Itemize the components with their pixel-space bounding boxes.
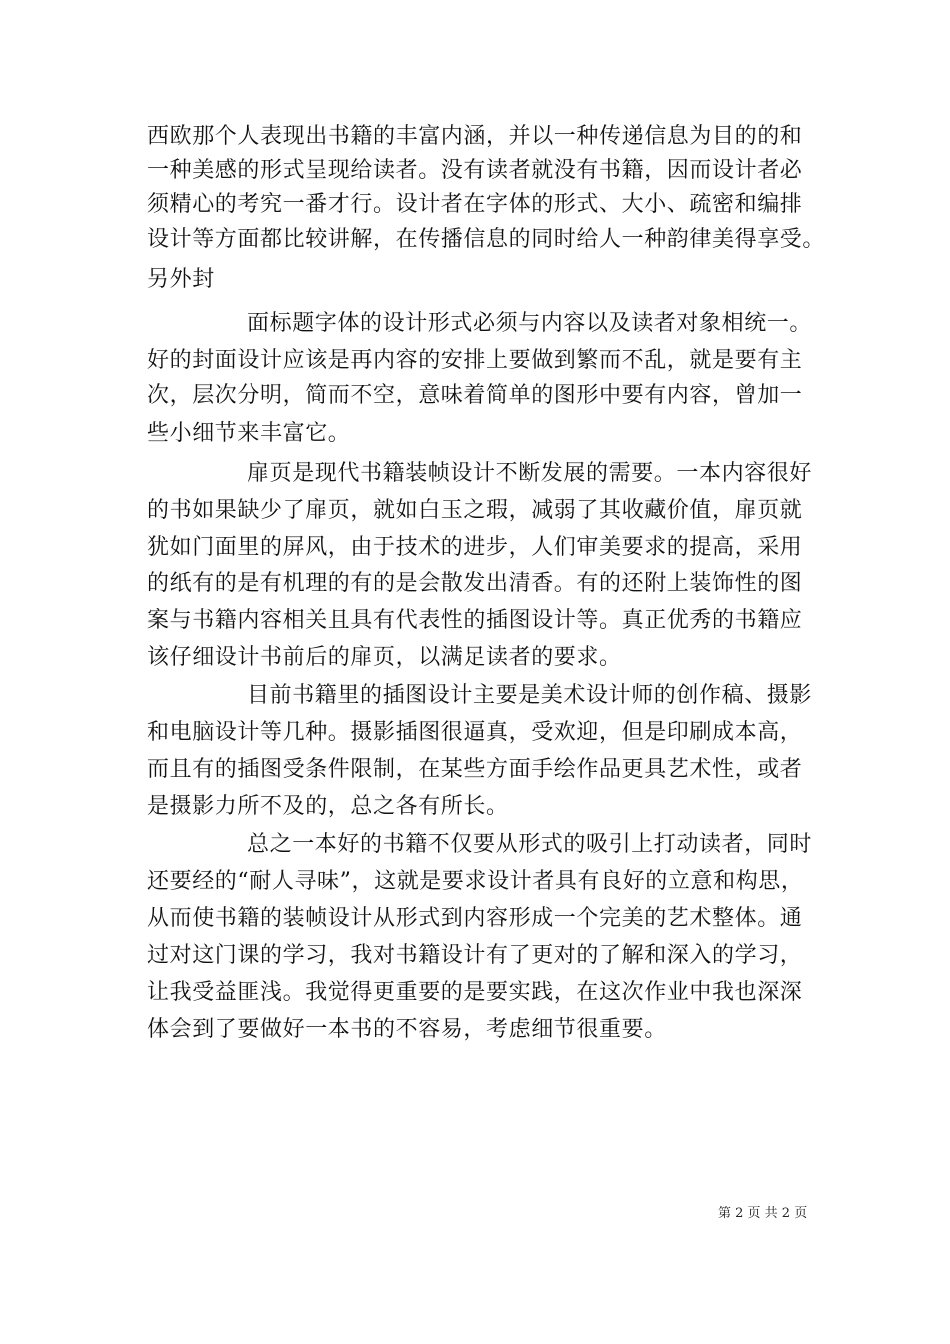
text-line: 另外封: [147, 267, 215, 292]
text-line: 的纸有的是有机理的有的是会散发出清香。有的还附上装饰性的图: [147, 571, 803, 596]
text-line: 过对这门课的学习，我对书籍设计有了更对的了解和深入的学习，: [147, 943, 803, 968]
text-line: 还要经的“耐人寻味”，这就是要求设计者具有良好的立意和构思，: [147, 869, 804, 894]
text-line: 而且有的插图受条件限制，在某些方面手绘作品更具艺术性，或者: [147, 757, 803, 782]
text-line: 案与书籍内容相关且具有代表性的插图设计等。真正优秀的书籍应: [147, 608, 803, 633]
paragraph-start-line: 总之一本好的书籍不仅要从形式的吸引上打动读者，同时: [247, 832, 813, 857]
text-line: 的书如果缺少了扉页，就如白玉之瑕，减弱了其收藏价值，扉页就: [147, 498, 803, 523]
paragraph-start-line: 面标题字体的设计形式必须与内容以及读者对象相统一。: [247, 311, 813, 336]
paragraph-start-line: 目前书籍里的插图设计主要是美术设计师的创作稿、摄影: [247, 683, 813, 708]
text-line: 好的封面设计应该是再内容的安排上要做到繁而不乱，就是要有主: [147, 348, 803, 373]
text-line: 一种美感的形式呈现给读者。没有读者就没有书籍，因而设计者必: [147, 158, 803, 183]
paragraph-start-line: 扉页是现代书籍装帧设计不断发展的需要。一本内容很好: [247, 461, 813, 486]
text-line: 从而使书籍的装帧设计从形式到内容形成一个完美的艺术整体。通: [147, 906, 803, 931]
text-line: 西欧那个人表现出书籍的丰富内涵，并以一种传递信息为目的的和: [147, 124, 803, 149]
text-line: 体会到了要做好一本书的不容易，考虑细节很重要。: [147, 1017, 667, 1042]
text-line: 须精心的考究一番才行。设计者在字体的形式、大小、疏密和编排: [147, 192, 803, 217]
text-line: 让我受益匪浅。我觉得更重要的是要实践，在这次作业中我也深深: [147, 980, 803, 1005]
text-line: 次，层次分明，简而不空，意味着简单的图形中要有内容，曾加一: [147, 383, 803, 408]
text-line: 些小细节来丰富它。: [147, 421, 351, 446]
page-number: 第 2 页 共 2 页: [718, 1206, 808, 1221]
text-line: 该仔细设计书前后的扉页，以满足读者的要求。: [147, 645, 622, 670]
text-line: 是摄影力所不及的，总之各有所长。: [147, 794, 509, 819]
text-line: 设计等方面都比较讲解，在传播信息的同时给人一种韵律美得享受。: [147, 227, 826, 252]
text-line: 犹如门面里的屏风，由于技术的进步，人们审美要求的提高，采用: [147, 535, 803, 560]
text-line: 和电脑设计等几种。摄影插图很逼真，受欢迎，但是印刷成本高，: [147, 720, 803, 745]
